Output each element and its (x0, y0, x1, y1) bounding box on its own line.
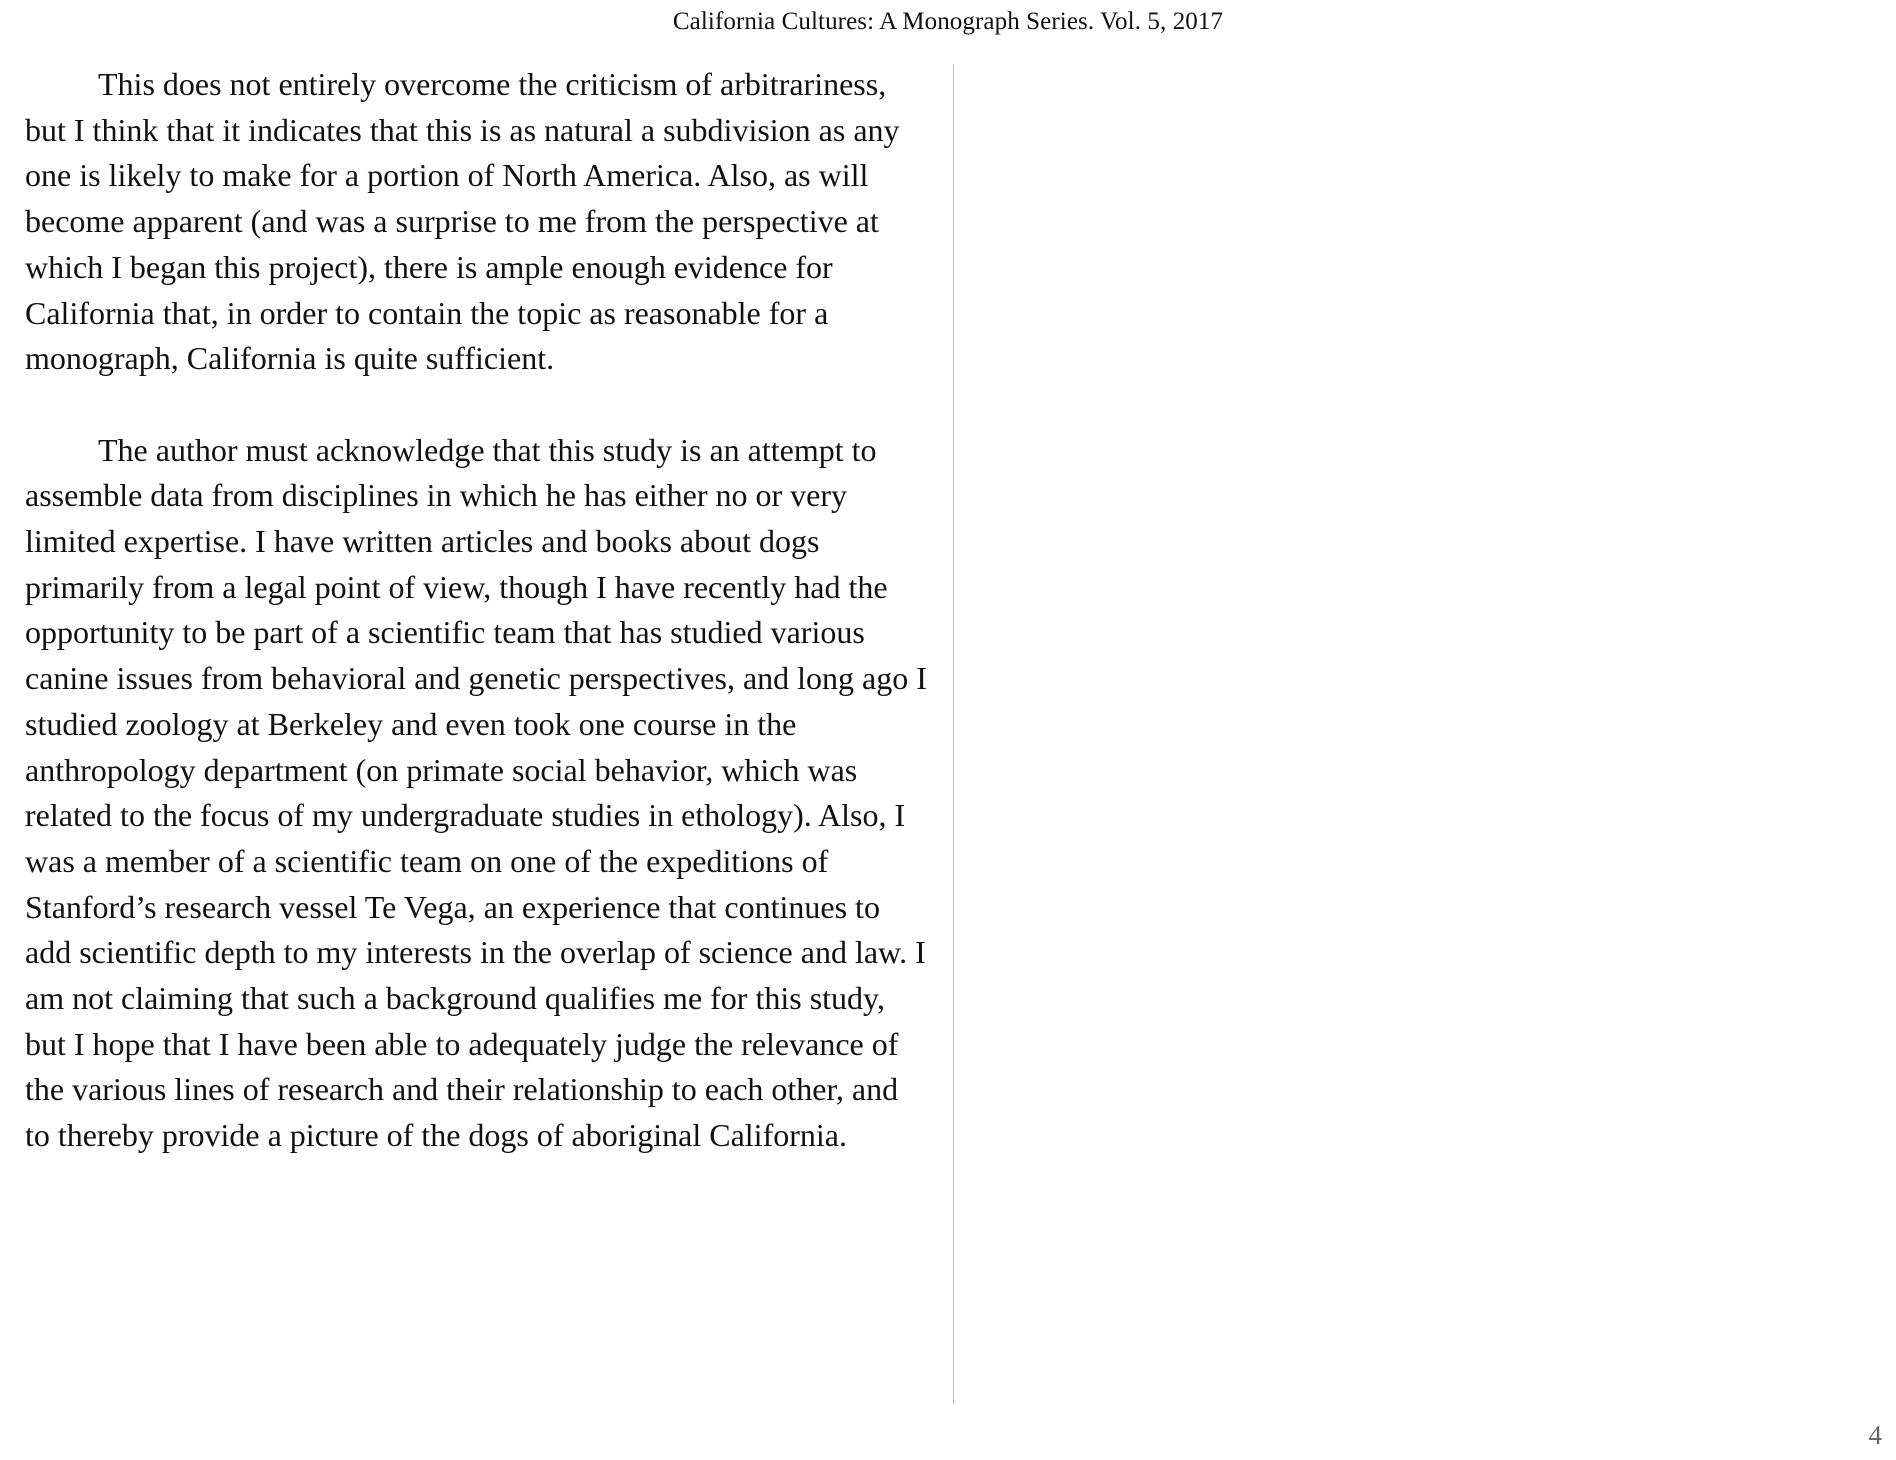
page-number: 4 (1868, 1420, 1882, 1450)
column-divider (953, 64, 954, 1404)
paragraph-1: This does not entirely overcome the criticism of arbitrariness, but I think that it indicates that this is as natural a subdivision as any one is likely to make for a portion of North America. Also, as will become apparent (and was a surprise to me from the perspective at which I began this project), there is ample enough evidence for California that, in order to contain the topic as reasonable for a monograph, California is quite sufficient. (25, 66, 900, 377)
running-header: California Cultures: A Monograph Series. Vol. 5, 2017 (672, 8, 1224, 35)
text-column-left (25, 62, 930, 1159)
paragraph-2: The author must acknowledge that this study is an attempt to assemble data from disciplines in which he has either no or very limited expertise. I have written articles and books about dogs primarily from a legal point of view, though I have recently had the opportunity to be part of a scientific team that has studied various canine issues from behavioral and genetic perspectives, and long ago I studied zoology at Berkeley and even took one course in the anthropology department (on primate social behavior, which was related to the focus of my undergraduate studies in ethology). Also, I was a member of a scientific team on one of the expeditions of Stanford’s research vessel Te Vega, an experience that continues to add scientific depth to my interests in the overlap of science and law. I am not claiming that such a background qualifies me for this study, but I hope that I have been able to adequately judge the relevance of the various lines of research and their relationship to each other, and to thereby provide a picture of the dogs of aboriginal California. (25, 431, 927, 1154)
